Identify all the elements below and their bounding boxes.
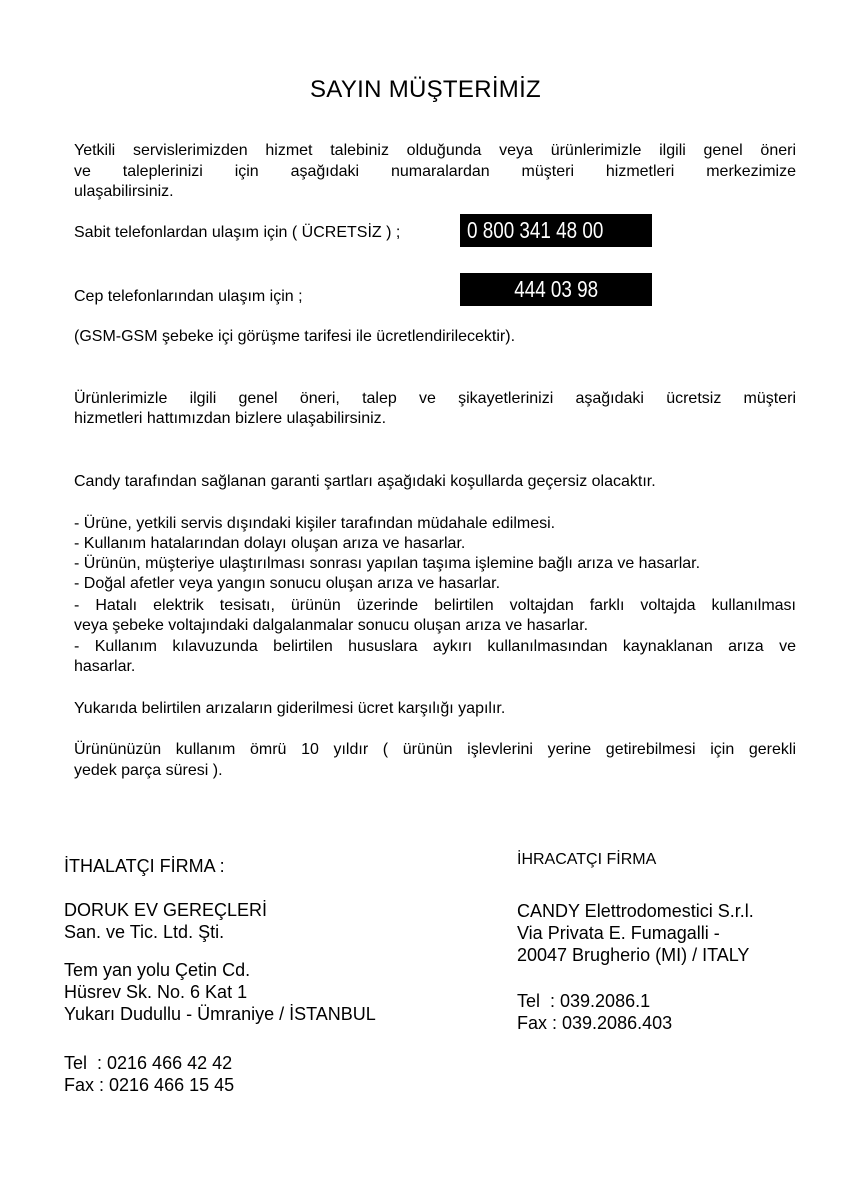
mobile-label: Cep telefonlarından ulaşım için ; — [74, 288, 303, 305]
suggestions-line-2: hizmetleri hattımızdan bizlere ulaşabilirsiniz. — [74, 410, 387, 427]
warranty-intro: Candy tarafından sağlanan garanti şartları aşağıdaki koşullarda geçersiz olacaktır. — [74, 473, 656, 490]
exporter-tel: Tel : 039.2086.1 — [517, 991, 651, 1011]
gsm-note: (GSM-GSM şebeke içi görüşme tarifesi ile ücretlendirilecektir). — [74, 328, 516, 345]
importer-block — [64, 855, 376, 1096]
condition-item: - Kullanım hatalarından dolayı oluşan arıza ve hasarlar. — [74, 535, 466, 552]
condition-item: - Ürüne, yetkili servis dışındaki kişiler tarafından müdahale edilmesi. — [74, 515, 556, 532]
intro-line-2: ve taleplerinizi için aşağıdaki numaralardan müşteri hizmetleri merkezimize — [74, 163, 796, 180]
repair-note: Yukarıda belirtilen arızaların giderilmesi ücret karşılığı yapılır. — [74, 700, 506, 717]
landline-label: Sabit telefonlardan ulaşım için ( ÜCRETSİZ ) ; — [74, 224, 401, 241]
mobile-number-box — [460, 273, 652, 306]
exporter-block — [517, 849, 754, 1034]
importer-address-line-1: Tem yan yolu Çetin Cd. — [64, 960, 251, 980]
importer-address-line-2: Hüsrev Sk. No. 6 Kat 1 — [64, 982, 248, 1002]
lifetime-line-1: Ürününüzün kullanım ömrü 10 yıldır ( ürünün işlevlerini yerine getirebilmesi için gerekli — [74, 741, 796, 758]
exporter-address-line-2: 20047 Brugherio (MI) / ITALY — [517, 945, 750, 965]
mobile-number: 444 03 98 — [514, 276, 598, 302]
exporter-name: CANDY Elettrodomestici S.r.l. — [517, 901, 754, 921]
condition-voltage-line-2: veya şebeke voltajındaki dalgalanmalar sonucu oluşan arıza ve hasarlar. — [74, 617, 589, 634]
exporter-address-line-1: Via Privata E. Fumagalli - — [517, 923, 720, 943]
lifetime-line-2: yedek parça süresi ). — [74, 762, 223, 779]
importer-name-line-2: San. ve Tic. Ltd. Şti. — [64, 922, 225, 942]
condition-voltage-line-1: - Hatalı elektrik tesisatı, ürünün üzerinde belirtilen voltajdan farklı voltajda kullanılması — [74, 597, 796, 614]
page-title: SAYIN MÜŞTERİMİZ — [309, 76, 542, 103]
intro-line-1: Yetkili servislerimizden hizmet talebiniz olduğunda veya ürünlerimizle ilgili genel öneri — [74, 142, 796, 159]
importer-fax: Fax : 0216 466 15 45 — [64, 1075, 235, 1095]
condition-item: - Ürünün, müşteriye ulaştırılması sonrası yapılan taşıma işlemine bağlı arıza ve hasarlar. — [74, 555, 701, 572]
importer-heading: İTHALATÇI FİRMA : — [64, 856, 225, 876]
importer-address-line-3: Yukarı Dudullu - Ümraniye / İSTANBUL — [64, 1004, 376, 1024]
importer-name-line-1: DORUK EV GEREÇLERİ — [64, 900, 268, 920]
suggestions-line-1: Ürünlerimizle ilgili genel öneri, talep ve şikayetlerinizi aşağıdaki ücretsiz müşteri — [74, 390, 796, 407]
importer-tel: Tel : 0216 466 42 42 — [64, 1053, 233, 1073]
condition-manual-line-1: - Kullanım kılavuzunda belirtilen hususlara aykırı kullanılmasından kaynaklanan arıza ve — [74, 638, 796, 655]
condition-item: - Doğal afetler veya yangın sonucu oluşan arıza ve hasarlar. — [74, 575, 501, 592]
exporter-fax: Fax : 039.2086.403 — [517, 1013, 673, 1033]
landline-number: 0 800 341 48 00 — [467, 217, 604, 243]
exporter-heading: İHRACATÇI FİRMA — [517, 851, 657, 868]
condition-manual-line-2: hasarlar. — [74, 658, 136, 675]
intro-line-3: ulaşabilirsiniz. — [74, 183, 174, 200]
landline-number-box — [460, 214, 652, 247]
